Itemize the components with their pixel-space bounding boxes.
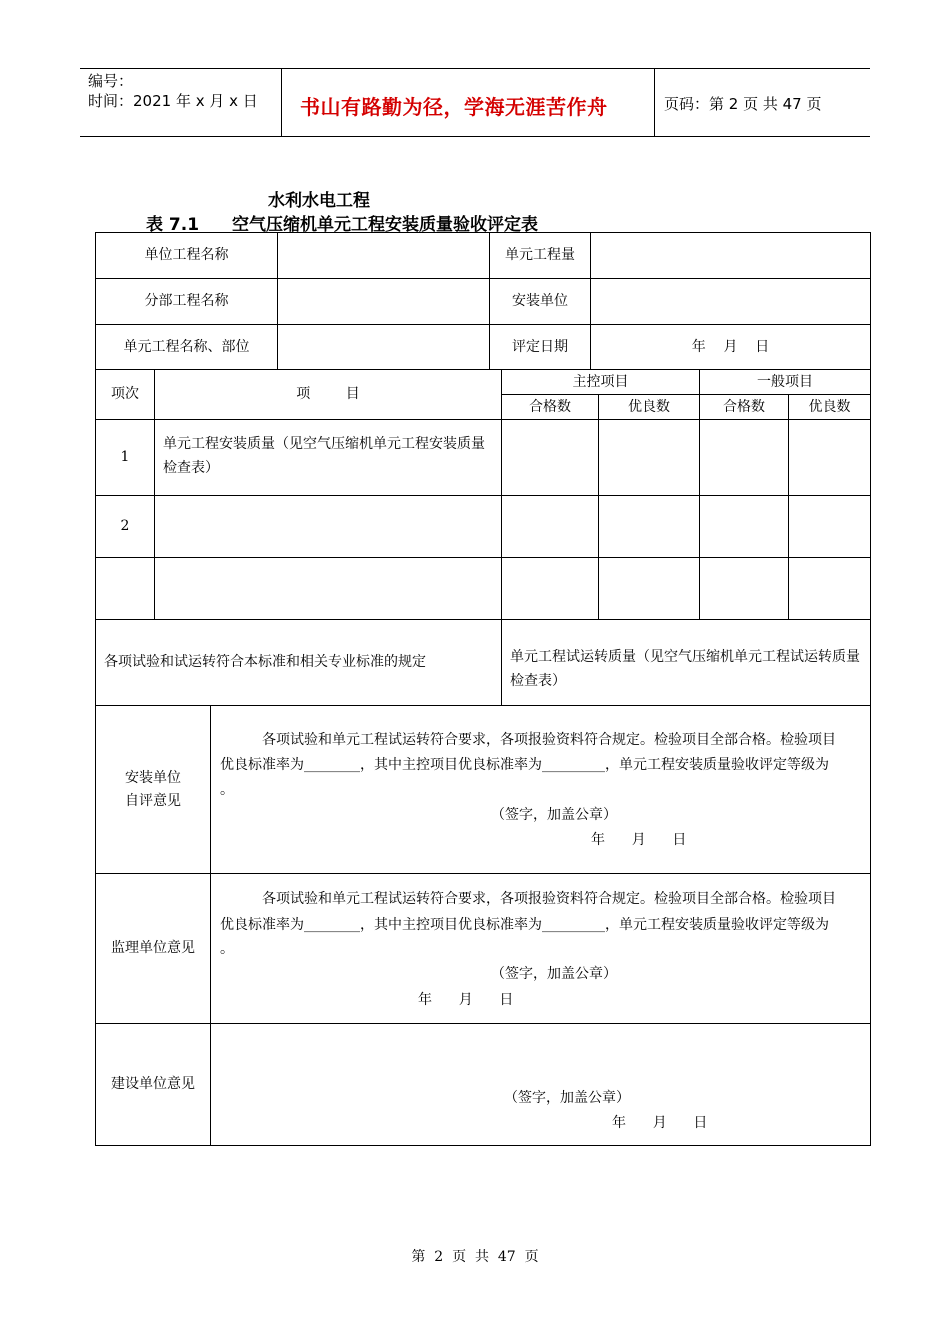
page-footer: 第 2 页 共 47 页 [411, 1249, 539, 1265]
construction-opinion-date: 年 月 日 [612, 1115, 708, 1131]
construction-opinion-sign: （签字，加盖公章） [504, 1090, 630, 1106]
unit-project-value[interactable] [278, 233, 489, 278]
item-1-text: 单元工程安装质量（见空气压缩机单元工程安装质量检查表） [163, 436, 485, 476]
main-excellent-header: 优良数 [628, 398, 670, 415]
document-title-line1: 水利水电工程 [268, 191, 370, 211]
item-3-no [96, 558, 154, 619]
evaluation-table [95, 232, 871, 1146]
tests-standard-text: 各项试验和试运转符合本标准和相关专业标准的规定 [104, 654, 426, 670]
construction-opinion-label: 建设单位意见 [111, 1076, 195, 1093]
install-opinion-line1: 各项试验和单元工程试运转符合要求，各项报验资料符合规定。检验项目全部合格。检验项目 [262, 732, 836, 748]
install-opinion-line2: 优良标准率为________，其中主控项目优良标准率为_________，单元工程安装质量验收评定等级为 [220, 757, 829, 773]
supervision-opinion-date: 年 月 日 [418, 992, 514, 1008]
install-opinion-label-line1: 安装单位 [125, 770, 181, 787]
item-no-header: 项次 [111, 386, 139, 403]
install-opinion-line3: 。 [220, 782, 234, 798]
install-opinion-sign: （签字，加盖公章） [491, 807, 617, 823]
element-quantity-value[interactable] [591, 233, 870, 278]
header-top-rule [80, 68, 870, 69]
header-divider-right [654, 68, 655, 136]
unit-project-label: 单位工程名称 [144, 247, 229, 264]
header-time-label: 时间：2021 年 x 月 x 日 [88, 92, 258, 110]
table-number: 表 7.1 [146, 215, 200, 235]
supervision-opinion-line2: 优良标准率为________，其中主控项目优良标准率为_________，单元工程安装质量验收评定等级为 [220, 917, 829, 933]
install-unit-label: 安装单位 [512, 293, 568, 310]
header-motto: 书山有路勤为径，学海无涯苦作舟 [300, 95, 608, 119]
main-qualified-header: 合格数 [529, 398, 571, 415]
general-qualified-header: 合格数 [723, 398, 765, 415]
item-header: 项 目 [296, 386, 360, 403]
supervision-opinion-label: 监理单位意见 [111, 940, 195, 957]
item-2-no: 2 [120, 518, 130, 535]
element-quantity-label: 单元工程量 [505, 247, 575, 264]
supervision-opinion-line1: 各项试验和单元工程试运转符合要求，各项报验资料符合规定。检验项目全部合格。检验项目 [262, 891, 836, 907]
header-code-label: 编号： [88, 72, 134, 90]
trial-run-quality-text: 单元工程试运转质量（见空气压缩机单元工程试运转质量检查表） [510, 649, 860, 689]
supervision-opinion-sign: （签字，加盖公章） [491, 966, 617, 982]
install-opinion-label [96, 706, 210, 873]
header-divider-left [281, 68, 282, 136]
main-control-header: 主控项目 [572, 373, 629, 390]
install-opinion-label-line2: 自评意见 [125, 792, 181, 809]
table-title: 空气压缩机单元工程安装质量验收评定表 [232, 215, 538, 235]
header-page-label: 页码：第 2 页 共 47 页 [664, 95, 822, 113]
general-excellent-header: 优良数 [808, 398, 851, 415]
division-project-value[interactable] [278, 279, 489, 324]
header-bottom-rule [80, 136, 870, 137]
eval-date-label: 评定日期 [512, 338, 568, 355]
element-name-value[interactable] [278, 325, 489, 369]
item-1-no: 1 [120, 449, 130, 466]
install-unit-value[interactable] [591, 279, 870, 324]
division-project-label: 分部工程名称 [144, 293, 229, 310]
eval-date-value[interactable]: 年 月 日 [691, 338, 770, 355]
element-name-label: 单元工程名称、部位 [123, 338, 250, 355]
install-opinion-date: 年 月 日 [591, 832, 687, 848]
supervision-opinion-line3: 。 [220, 941, 234, 957]
general-header: 一般项目 [757, 373, 813, 390]
